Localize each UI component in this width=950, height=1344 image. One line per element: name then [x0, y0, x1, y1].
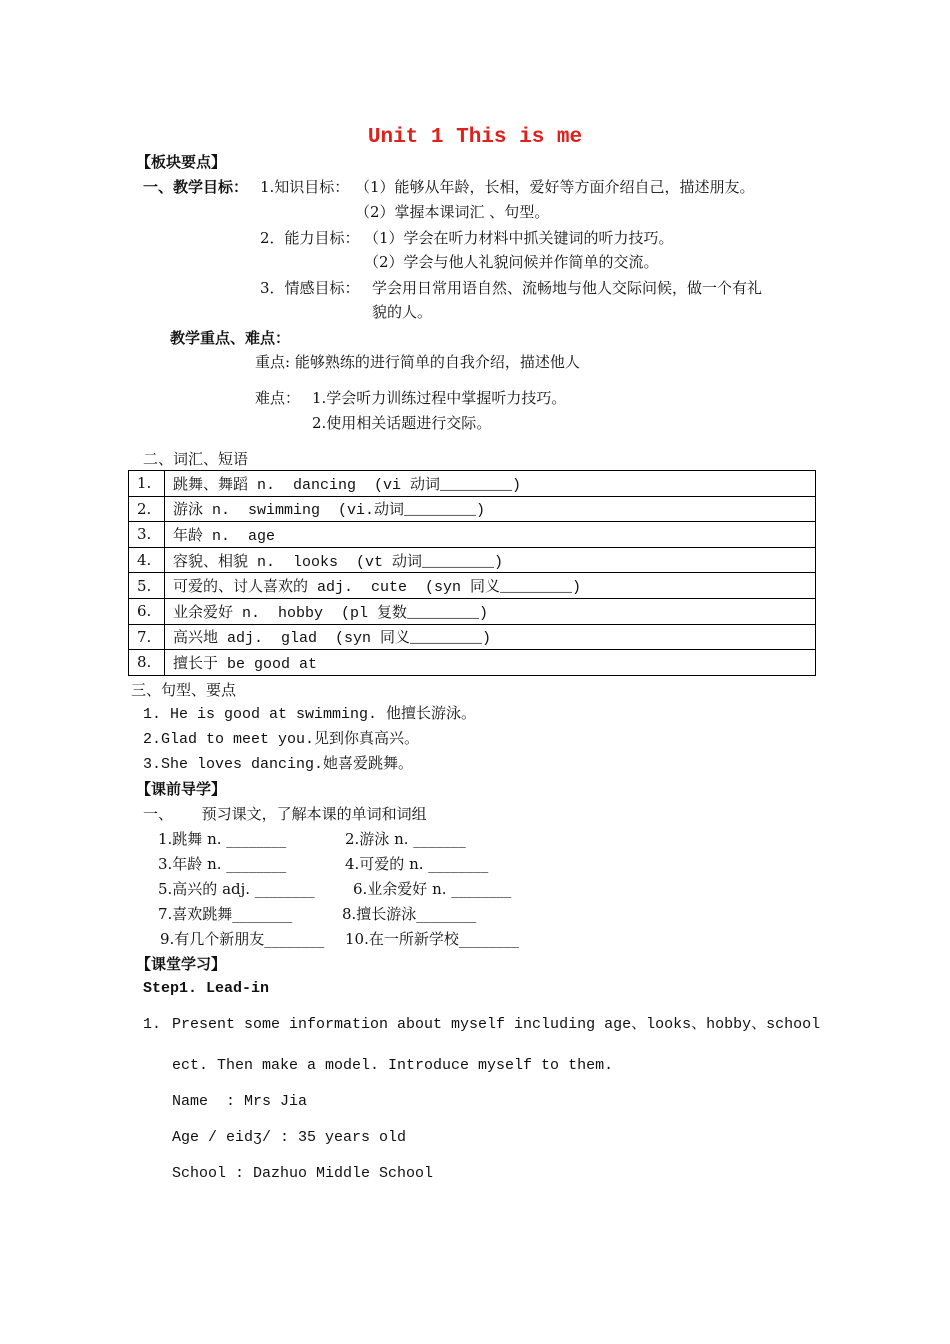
preview-item: 6.业余爱好 n. ________	[353, 880, 512, 898]
model-school: School : Dazhuo Middle School	[172, 1165, 434, 1182]
pattern-item: 1. He is good at swimming. 他擅长游泳。	[143, 706, 477, 723]
table-row	[129, 471, 816, 497]
row-text: 擅长于 be good at	[165, 650, 816, 676]
table-row	[129, 496, 816, 522]
ability-goal-1: （1）学会在听力材料中抓关键词的听力技巧。	[364, 229, 674, 247]
preview-item: 4.可爱的 n. ________	[345, 855, 489, 873]
item-line-1: Present some information about myself including age、looks、hobby、school	[172, 1016, 821, 1033]
section-key-points: 【板块要点】	[136, 153, 227, 171]
preview-item: 1.跳舞 n. ________	[158, 830, 287, 848]
pattern-item: 3.She loves dancing.她喜爱跳舞。	[143, 756, 414, 773]
knowledge-goal-1: （1）能够从年龄，长相，爱好等方面介绍自己，描述朋友。	[355, 178, 755, 196]
preview-item: 2.游泳 n. _______	[345, 830, 466, 848]
emotion-goal-1: 学会用日常用语自然、流畅地与他人交际问候，做一个有礼	[372, 279, 763, 297]
step-heading: Step1. Lead-in	[143, 980, 270, 997]
row-number: 4.	[129, 547, 165, 573]
pattern-item: 2.Glad to meet you.见到你真高兴。	[143, 731, 420, 748]
row-number: 3.	[129, 522, 165, 548]
preview-item: 10.在一所新学校________	[345, 930, 519, 948]
preview-item: 8.擅长游泳________	[342, 905, 477, 923]
preview-item: 5.高兴的 adj. ________	[158, 880, 315, 898]
patterns-heading: 三、句型、要点	[131, 681, 237, 699]
page-title: Unit 1 This is me	[367, 126, 583, 149]
row-text: 高兴地 adj. glad (syn 同义________)	[165, 624, 816, 650]
classroom-heading: 【课堂学习】	[136, 955, 227, 973]
preview-item: 7.喜欢跳舞________	[158, 905, 293, 923]
table-row	[129, 522, 816, 548]
table-row	[129, 598, 816, 624]
emotion-label: 3．情感目标：	[260, 279, 360, 297]
ability-goal-2: （2）学会与他人礼貌问候并作简单的交流。	[364, 253, 659, 271]
item-line-2: ect. Then make a model. Introduce myself to them.	[172, 1057, 614, 1074]
ability-label: 2．能力目标：	[260, 229, 360, 247]
row-text: 容貌、相貌 n. looks (vt 动词________)	[165, 547, 816, 573]
focus-heading: 教学重点、难点：	[170, 329, 291, 347]
row-text: 业余爱好 n. hobby (pl 复数________)	[165, 598, 816, 624]
row-number: 5.	[129, 573, 165, 599]
difficult-point-1: 1.学会听力训练过程中掌握听力技巧。	[312, 389, 567, 407]
key-point: 重点: 能够熟练的进行简单的自我介绍，描述他人	[255, 353, 580, 371]
emotion-goal-2: 貌的人。	[372, 303, 433, 321]
preview-heading: 【课前导学】	[136, 780, 227, 798]
table-row	[129, 547, 816, 573]
row-number: 6.	[129, 598, 165, 624]
row-text: 游泳 n. swimming (vi.动词________)	[165, 496, 816, 522]
row-text: 跳舞、舞蹈 n. dancing (vi 动词________)	[165, 471, 816, 497]
preview-task: 一、 预习课文，了解本课的单词和词组	[143, 805, 427, 823]
model-age: Age / eidʒ/ : 35 years old	[172, 1129, 407, 1146]
item-number: 1.	[143, 1016, 162, 1033]
model-name: Name : Mrs Jia	[172, 1093, 308, 1110]
vocab-table	[128, 470, 816, 676]
row-text: 可爱的、讨人喜欢的 adj. cute (syn 同义________)	[165, 573, 816, 599]
row-number: 8.	[129, 650, 165, 676]
row-number: 2.	[129, 496, 165, 522]
table-row	[129, 573, 816, 599]
difficult-point-2: 2.使用相关话题进行交际。	[312, 414, 492, 432]
table-row	[129, 650, 816, 676]
preview-item: 3.年龄 n. ________	[158, 855, 287, 873]
goals-heading: 一、教学目标：	[143, 178, 249, 196]
knowledge-goal-2: （2）掌握本课词汇 、句型。	[355, 203, 550, 221]
row-number: 1.	[129, 471, 165, 497]
vocab-heading: 二、词汇、短语	[143, 450, 249, 468]
knowledge-label: 1.知识目标：	[260, 178, 350, 196]
preview-item: 9.有几个新朋友________	[160, 930, 325, 948]
table-row	[129, 624, 816, 650]
row-number: 7.	[129, 624, 165, 650]
difficult-label: 难点：	[255, 389, 301, 407]
row-text: 年龄 n. age	[165, 522, 816, 548]
